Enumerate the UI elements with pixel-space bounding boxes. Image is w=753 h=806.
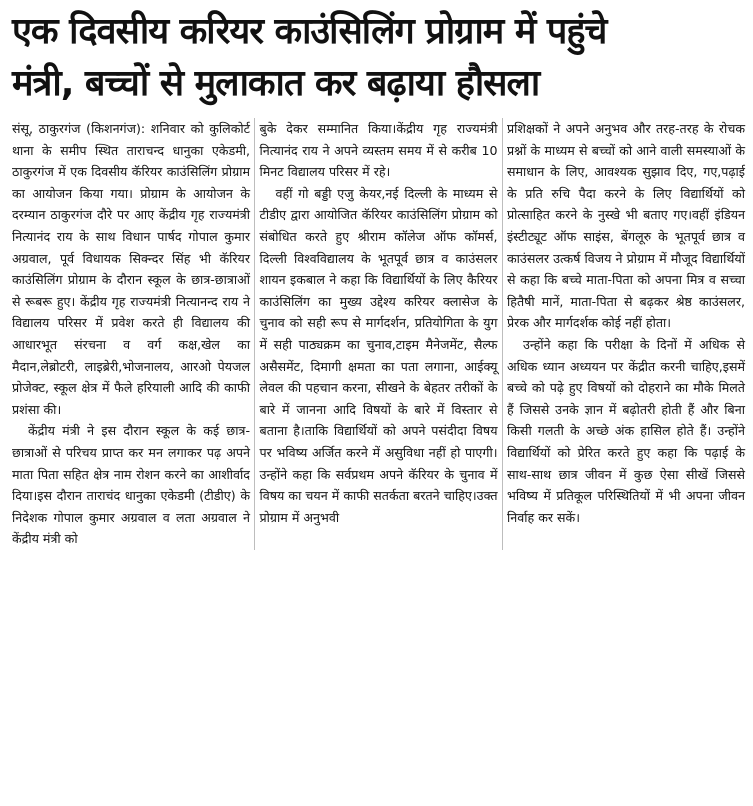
headline-line-1: एक दिवसीय करियर काउंसिलिंग प्रोग्राम में पहुंचे: [12, 11, 607, 52]
column-3-paragraph-2: उन्होंने कहा कि परीक्षा के दिनों में अधिक से अधिक ध्यान अध्ययन पर केंद्रीत करनी चाहिए,इसमें बच्चे को पढ़े हुए विषयों को दोहराने का मौके मिलते हैं जिससे उनके ज्ञान में बढ़ोतरी होती हैं और बिना किसी गलती के अच्छे अंक हासिल होते हैं। उन्होंने विद्यार्थियों को प्रेरित करते हुए कहा कि पढ़ाई के साथ-साथ छात्र जीवन में कुछ ऐसा सीखें जिससे भविष्य में प्रतिकूल परिस्थितियों में भी अपना जीवन निर्वाह कर सकें।: [507, 336, 745, 525]
column-1-paragraph-2: केंद्रीय मंत्री ने इस दौरान स्कूल के कई छात्र-छात्राओं से परिचय प्राप्त कर मन लगाकर पढ़ अपने माता पिता सहित क्षेत्र नाम रोशन करने का आशीर्वाद दिया।इस दौरान ताराचंद धानुका एकेडमी (टीडीए) के निदेशक गोपाल कुमार अग्रवाल व लता अग्रवाल ने केंद्रीय मंत्री को: [12, 423, 250, 547]
column-1-paragraph-1: संसू, ठाकुरगंज (किशनगंज): शनिवार को कुलिकोर्ट थाना के समीप स्थित ताराचन्द धानुका एकेडमी, ठाकुरगंज में एक दिवसीय कॅरियर काउंसिलिंग प्रोग्राम का आयोजन किया गया। प्रोग्राम के आयोजन के दरम्यान ठाकुरगंज दौरे पर आए केंद्रीय गृह राज्यमंत्री नित्यानंद राय के साथ विधान पार्षद गोपाल कुमार अग्रवाल, पूर्व विधायक सिक्न्दर सिंह भी कॅरियर काउंसिलिंग प्रोग्राम के दौरान स्कूल के छात्र-छात्राओं से रूबरू हुए। केंद्रीय गृह राज्यमंत्री नित्यानन्द राय ने विद्यालय परिसर में प्रवेश करते ही विद्यालय की आधारभूत संरचना व वर्ग कक्ष,खेल का मैदान,लेब्रोटरी, लाइब्रेरी,भोजनालय, आरओ पेयजल प्रोजेक्ट, स्कूल क्षेत्र में फैले हरियाली आदि की काफी प्रशंसा की।: [12, 121, 250, 417]
article-columns: [12, 118, 745, 550]
article-column-2: [260, 118, 498, 550]
article-column-3: [507, 118, 745, 550]
column-2-paragraph-2: वहीं गो बड्डी एजु केयर,नई दिल्ली के माध्यम से टीडीए द्वारा आयोजित कॅरियर काउंसिलिंग प्रोग्राम को संबोधित करते हुए श्रीराम कॉलेज ऑफ कॉमर्स, दिल्ली विश्वविद्यालय के भूतपूर्व छात्र व काउंसलर शायन इकबाल ने कहा कि विद्यार्थियों के लिए कैरियर काउंसिलिंग का मुख्य उद्देश्य करियर क्लासेज के चुनाव को सही रूप से मार्गदर्शन, प्रतियोगिता के युग में सही पाठ्यक्रम का चुनाव,टाइम मैनेजमेंट, सैल्फ असैसमेंट, दिमागी क्षमता का पता लगाना, आईक्यू लेवल की पहचान करना, सीखने के बेहतर तरीकों के बारे में जानना आदि विषयों के बारे में विस्तार से बताना है।ताकि विद्यार्थियों को अपने पसंदीदा विषय पर भविष्य अर्जित करने में असुविधा नहीं हो पाएगी। उन्होंने कहा कि सर्वप्रथम अपने कॅरियर के चुनाव में विषय का चयन में काफी सतर्कता बरतने चाहिए।उक्त प्रोग्राम में अनुभवी: [259, 185, 498, 525]
column-divider: [254, 118, 255, 550]
column-2-paragraph-1: बुके देकर सम्मानित किया।केंद्रीय गृह राज्यमंत्री नित्यानंद राय ने अपने व्यस्तम समय में से करीब 10 मिनट विद्यालय परिसर में रहे।: [259, 121, 498, 180]
article-column-1: [12, 118, 250, 550]
article-headline: [12, 6, 745, 110]
column-divider: [502, 118, 503, 550]
headline-line-2: मंत्री, बच्चों से मुलाकात कर बढ़ाया हौसला: [12, 63, 540, 104]
column-3-paragraph-1: प्रशिक्षकों ने अपने अनुभव और तरह-तरह के रोचक प्रश्नों के माध्यम से बच्चों को आने वाली समस्याओं के समाधान के लिए, आवश्यक सुझाव दिए, गए,पढ़ाई के प्रति रुचि पैदा करने के लिए विद्यार्थियों को प्रोत्साहित करने के नुस्खे भी बताए गए।वहीं इंडियन इंस्टीट्यूट ऑफ साइंस, बेंगलूरु के भूतपूर्व छात्र व काउंसलर उत्कर्ष विजय ने प्रोग्राम में मौजूद विद्यार्थियों से कहा कि बच्चे माता-पिता को अपना मित्र व सच्चा हितैषी मानें, माता-पिता से बढ़कर श्रेष्ठ काउंसलर, प्रेरक और मार्गदर्शक कोई नहीं होता।: [507, 121, 745, 331]
